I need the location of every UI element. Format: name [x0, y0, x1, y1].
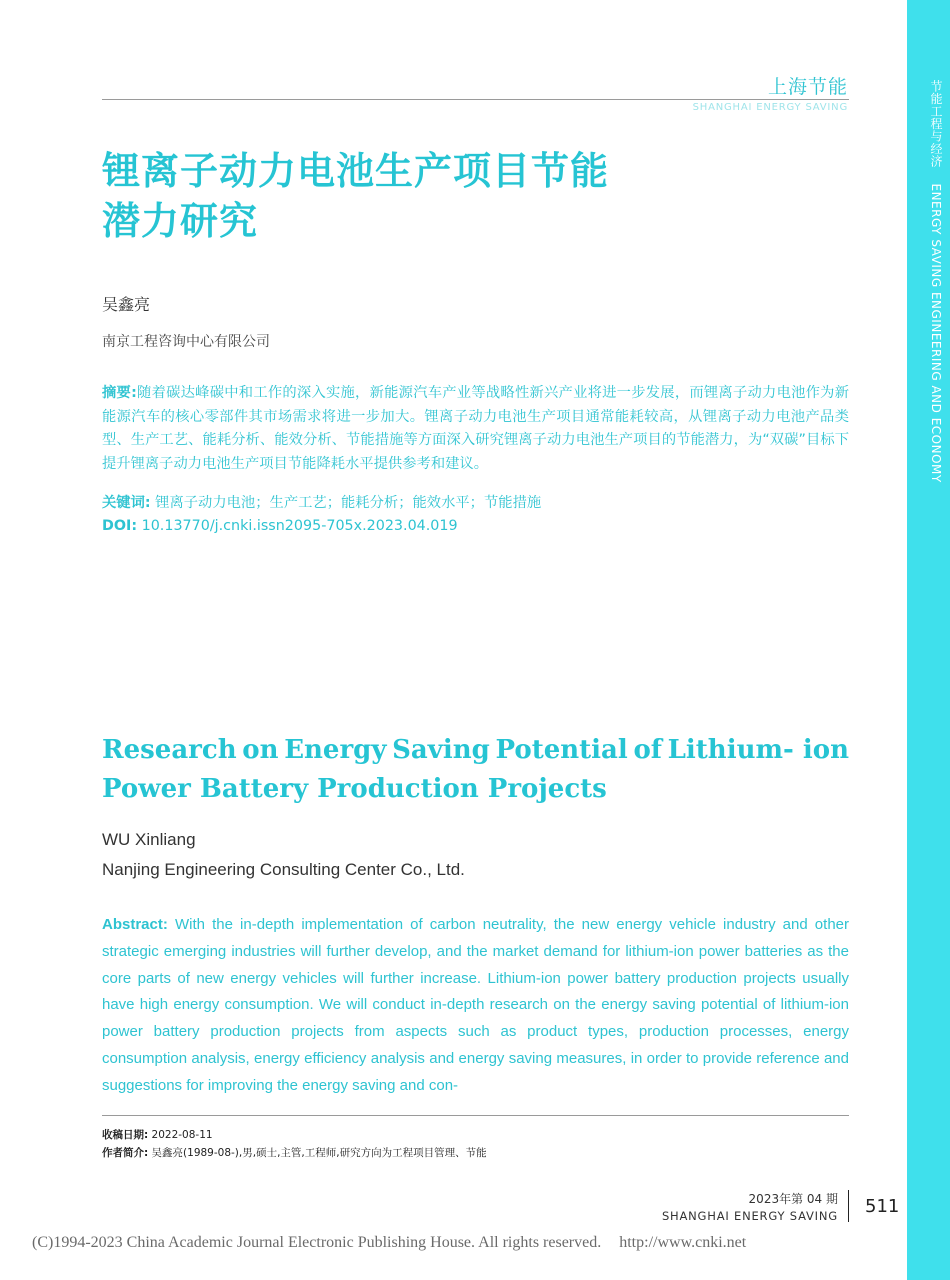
footnote-received [102, 1127, 213, 1142]
article-title-cn [102, 146, 742, 246]
abstract-cn-text: 随着碳达峰碳中和工作的深入实施，新能源汽车产业等战略性新兴产业将进一步发展，而锂离子动力电池作为新能源汽车的核心零部件其市场需求将进一步加大。锂离子动力电池生产项目通常能耗较高，从锂离子动力电池产品类型、生产工艺、能耗分析、能效分析、节能措施等方面深入研究锂离子动力电池生产项目的节能潜力，为“双碳”目标下提升锂离子动力电池生产项目节能降耗水平提供参考和建议。 [102, 385, 850, 472]
affiliation-cn: 南京工程咨询中心有限公司 [102, 334, 270, 350]
journal-side-title [928, 80, 945, 483]
abstract-en [102, 912, 849, 1100]
bio-label: 作者简介: [102, 1147, 149, 1159]
doi-value: 10.13770/j.cnki.issn2095-705x.2023.04.019 [141, 518, 458, 534]
doi [102, 518, 458, 534]
affiliation-en: Nanjing Engineering Consulting Center Co., Ltd. [102, 860, 465, 879]
title-cn-line1: 锂离子动力电池生产项目节能 [102, 148, 610, 193]
copyright-text: (C)1994-2023 China Academic Journal Electronic Publishing House. All rights reserved. [32, 1234, 602, 1251]
title-en-word: Research [102, 735, 237, 765]
doi-label: DOI: [102, 518, 138, 534]
title-en-word: on [242, 735, 279, 765]
keywords-cn-text: 锂离子动力电池；生产工艺；能耗分析；能效水平；节能措施 [155, 495, 542, 511]
bio-text: 吴鑫亮(1989-08-),男,硕士,主管,工程师,研究方向为工程项目管理、节能 [151, 1147, 487, 1159]
journal-name-cn: 节能工程与经济 [929, 80, 943, 168]
header-divider [102, 99, 849, 100]
title-en-word: Potential [495, 735, 628, 765]
issue-cn: 2023年第 04 期 [748, 1192, 838, 1206]
page-number: 511 [865, 1196, 900, 1217]
brand-name-en: SHANGHAI ENERGY SAVING [692, 102, 848, 113]
journal-name-en: ENERGY SAVING ENGINEERING AND ECONOMY [929, 183, 943, 483]
title-en-word: Saving [392, 735, 490, 765]
cnki-url[interactable]: http://www.cnki.net [619, 1234, 747, 1251]
footnote-divider [102, 1115, 849, 1116]
title-en-line2: Power Battery Production Projects [102, 774, 607, 804]
received-label: 收稿日期: [102, 1129, 149, 1141]
footer-divider [848, 1190, 849, 1222]
author-name-cn: 吴鑫亮 [102, 295, 151, 314]
abstract-en-text: With the in-depth implementation of carbon neutrality, the new energy vehicle industry and other strategic emerging industries will further develop, and the market demand for lithium-ion power batteries as the core parts of new energy vehicles will further increase. Lithium-ion power battery production projects usually have high energy consumption. We will conduct in-depth research on the energy saving potential of lithium-ion power battery production projects from aspects such as product types, production processes, energy consumption analysis, energy efficiency analysis and energy saving measures, in order to provide reference and suggestions for improving the energy saving and con- [102, 916, 849, 1094]
keywords-cn [102, 492, 849, 512]
issue-info [662, 1190, 838, 1223]
title-en-word: Energy [284, 735, 387, 765]
received-date: 2022-08-11 [151, 1129, 213, 1141]
abstract-cn [102, 382, 849, 476]
copyright-line [32, 1234, 746, 1252]
brand-name-cn: 上海节能 [767, 76, 848, 98]
author-name-en: WU Xinliang [102, 830, 196, 849]
abstract-en-label: Abstract: [102, 916, 168, 933]
abstract-cn-label: 摘要: [102, 385, 137, 401]
title-en-word: Lithium- ion [667, 735, 849, 765]
title-en-word: of [633, 735, 662, 765]
title-cn-line2: 潜力研究 [102, 198, 259, 243]
journal-brand [693, 72, 848, 113]
title-en-line1 [102, 731, 849, 770]
article-title-en [102, 731, 849, 809]
footnote-author-bio [102, 1145, 487, 1160]
issue-en: SHANGHAI ENERGY SAVING [661, 1209, 838, 1223]
keywords-cn-label: 关键词: [102, 495, 151, 511]
